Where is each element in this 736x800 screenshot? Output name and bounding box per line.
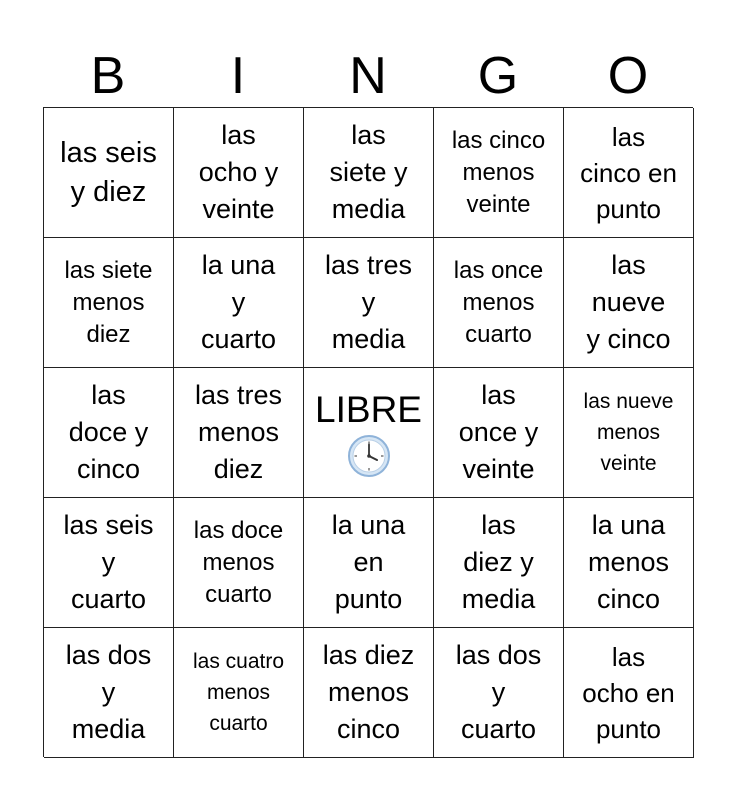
cell-label: la una y cuarto [200,250,277,354]
cell-label: las ocho en punto [582,641,675,744]
header-letter-n: N [349,47,387,105]
cell-label: las diez menos cinco [322,640,415,744]
bingo-cell[interactable] [564,238,694,368]
bingo-cell[interactable] [174,368,304,498]
header-letter-o: O [607,47,649,105]
header-letter-g: G [477,47,519,105]
cell-label: las once y veinte [458,380,539,484]
cell-label: las dos y media [65,640,152,744]
cell-label: las nueve y cinco [586,250,671,354]
bingo-cell[interactable] [174,238,304,368]
bingo-cell[interactable] [434,108,564,238]
cell-label: las ocho y veinte [198,120,279,224]
cell-label: la una menos cinco [587,510,670,614]
clock-icon [347,434,391,478]
bingo-cell[interactable] [434,238,564,368]
cell-label: las dos y cuarto [455,640,542,744]
cell-label: las siete y media [329,120,408,224]
bingo-cell[interactable] [564,498,694,628]
bingo-cell[interactable] [564,368,694,498]
cell-label: las seis y diez [60,136,157,208]
bingo-cell[interactable] [434,628,564,758]
cell-label: las siete menos diez [64,256,153,348]
header-letter-b: B [90,47,126,105]
free-space-label: LIBRE [315,388,422,430]
cell-label: las cinco menos veinte [451,126,546,218]
bingo-cell[interactable] [304,108,434,238]
bingo-cell[interactable] [434,368,564,498]
bingo-cell[interactable] [174,628,304,758]
cell-label: las doce menos cuarto [193,516,284,608]
bingo-cell[interactable] [44,628,174,758]
bingo-cell[interactable] [174,498,304,628]
cell-label: las tres y media [324,250,413,354]
cell-label: las once menos cuarto [453,256,544,348]
bingo-cell[interactable] [304,238,434,368]
bingo-header [43,44,693,108]
bingo-cell[interactable] [174,108,304,238]
cell-label: las cinco en punto [580,121,677,224]
cell-label: la una en punto [331,510,406,614]
free-space-cell[interactable] [304,368,434,498]
cell-label: las nueve menos veinte [583,390,674,475]
bingo-board [43,107,693,757]
cell-label: las cuatro menos cuarto [192,650,285,735]
bingo-cell[interactable] [44,368,174,498]
cell-label: las diez y media [461,510,536,614]
bingo-cell[interactable] [304,628,434,758]
bingo-cell[interactable] [564,628,694,758]
cell-label: las seis y cuarto [63,510,154,614]
header-letter-i: I [230,47,246,105]
cell-label: las tres menos diez [194,380,283,484]
cell-label: las doce y cinco [68,380,149,484]
bingo-cell[interactable] [564,108,694,238]
bingo-cell[interactable] [44,108,174,238]
bingo-cell[interactable] [434,498,564,628]
bingo-cell[interactable] [44,238,174,368]
bingo-cell[interactable] [44,498,174,628]
bingo-cell[interactable] [304,498,434,628]
